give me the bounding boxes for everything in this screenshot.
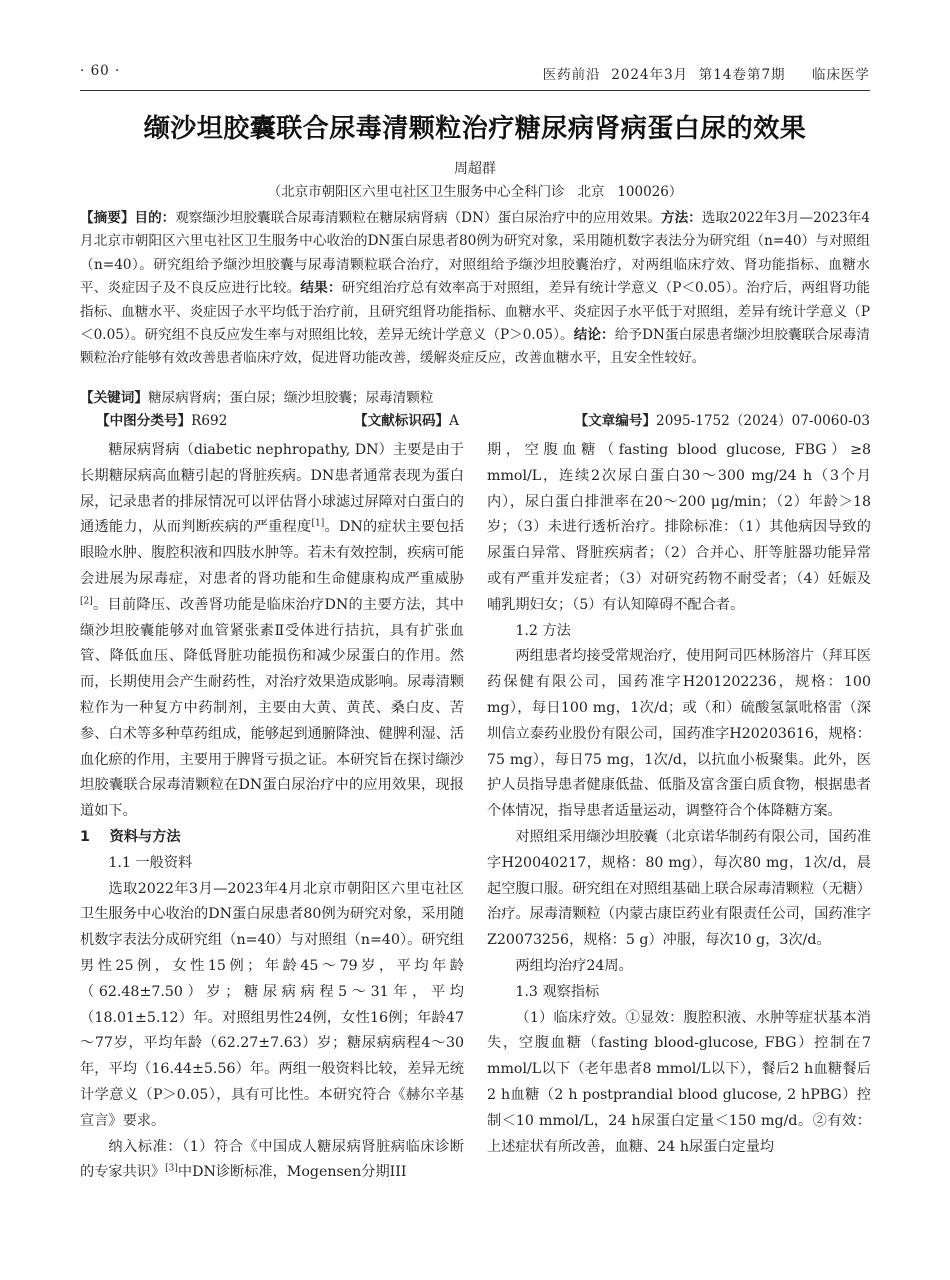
method-label: 方法： (660, 210, 702, 226)
criteria-paragraph: 期，空腹血糖（fasting blood glucose, FBG）≥8 mmol/L，连续2次尿白蛋白30～300 mg/24 h（3个月内），尿白蛋白排泄率在20～200 μg/min；（2）年龄＞18岁；（3）未进行透析治疗。排除标准：（1）其他病因导致的尿蛋白异常、肾脏疾病者；（2）合并心、肝等脏器功能异常或有严重并发症者；（3）对研究药物不耐受者；（4）妊娠及哺乳期妇女；（5）有认知障碍不配合者。 (487, 442, 871, 613)
method-text: 选取2022年3月—2023年4月北京市朝阳区六里屯社区卫生服务中心收治的DN蛋白尿患者80例为研究对象，采用随机数字表法分为研究组（n=40）与对照组（n=40）。研究组给予缬沙坦胶囊与尿毒清颗粒联合治疗，对照组给予缬沙坦胶囊治疗，对两组临床疗效、肾功能指标、血糖水平、炎症因子及不良反应进行比较。 (80, 210, 871, 297)
inclusion-text-1: 纳入标准：（1）符合《中国成人糖尿病肾脏病临床诊断的专家共识》 (80, 1138, 464, 1181)
clc-number (96, 409, 227, 429)
header-rule (80, 90, 870, 91)
conclusion-text: 给予DN蛋白尿患者缬沙坦胶囊联合尿毒清颗粒治疗能够有效改善患者临床疗效，促进肾功能改善，缓解炎症反应，改善血糖水平，且安全性较好。 (80, 327, 870, 367)
intro-text-3: 。目前降压、改善肾功能是临床治疗DN的主要方法，其中缬沙坦胶囊能够对血管紧张素Ⅱ受体进行拮抗，具有扩张血管、降低血压、降低肾脏功能损伤和减少尿蛋白的作用。然而，长期使用会产生耐药性，对治疗效果造成影响。尿毒清颗粒作为一种复方中药制剂，主要由大黄、黄芪、桑白皮、苦参、白术等多种草药组成，能够起到通腑降浊、健脾利湿、活血化瘀的作用，主要用于脾肾亏损之证。本研究旨在探讨缬沙坦胶囊联合尿毒清颗粒在DN蛋白尿治疗中的应用效果，现报道如下。 (80, 596, 464, 820)
article-number (574, 409, 870, 429)
citation-1: [1] (311, 518, 325, 529)
keywords-text: 糖尿病肾病；蛋白尿；缬沙坦胶囊；尿毒清颗粒 (147, 390, 434, 406)
conclusion-label: 结论： (573, 327, 615, 344)
citation-3: [3] (165, 1163, 178, 1174)
article-number-value: 2095-1752（2024）07-0060-03 (656, 413, 870, 429)
method-paragraph-3: 两组均治疗24周。 (515, 957, 633, 974)
subsection-heading-1-3: 1.3 观察指标 (515, 983, 600, 1000)
result-label: 结果： (300, 280, 342, 297)
journal-info: 医药前沿 2024年3月 第14卷第7期 临床医学 (542, 67, 870, 83)
author-affiliation: （北京市朝阳区六里屯社区卫生服务中心全科门诊 北京 100026） (267, 184, 683, 200)
intro-text-1: 糖尿病肾病（diabetic nephropathy, DN）主要是由于长期糖尿病高血糖引起的肾脏疾病。DN患者通常表现为蛋白尿，记录患者的排尿情况可以评估肾小球滤过屏障对白蛋白的通透能力，从而判断疾病的严重程度 (80, 442, 464, 536)
classification-line (80, 409, 870, 429)
intro-text-2: 。DN的症状主要包括眼睑水肿、腹腔积液和四肢水肿等。若未有效控制，疾病可能会进展为尿毒症，对患者的肾功能和生命健康构成严重威胁 (80, 519, 464, 587)
inclusion-paragraph (80, 1135, 464, 1187)
subsection-heading-1-1: 1.1 一般资料 (108, 854, 193, 871)
intro-paragraph (80, 438, 464, 825)
indicator-paragraph: （1）临床疗效。①显效：腹腔积液、水肿等症状基本消失，空腹血糖（fasting blood-glucose, FBG）控制在7 mmol/L以下（老年患者8 mmol/L以下），餐后2 h血糖餐后2 h血糖（2 h postprandial blood glucose, 2 hPBG）控制＜10 mmol/L，24 h尿蛋白定量＜150 mg/d。②有效：上述症状有所改善，血糖、24 h尿蛋白定量均 (487, 1009, 871, 1155)
doc-label: 【文献标识码】 (354, 413, 450, 429)
running-header (80, 63, 870, 85)
subsection-heading-1-2: 1.2 方法 (515, 622, 571, 639)
document-code (354, 409, 459, 429)
article-title: 缬沙坦胶囊联合尿毒清颗粒治疗糖尿病肾病蛋白尿的效果 (143, 114, 807, 144)
body-column-right (487, 438, 871, 1160)
keywords (80, 386, 870, 406)
keywords-label: 【关键词】 (80, 390, 148, 406)
clc-label: 【中图分类号】 (96, 413, 192, 429)
method-paragraph-2: 对照组采用缬沙坦胶囊（北京诺华制药有限公司，国药准字H20040217，规格：80 mg），每次80 mg，1次/d，晨起空腹口服。研究组在对照组基础上联合尿毒清颗粒（无糖）治疗。尿毒清颗粒（内蒙古康臣药业有限责任公司，国药准字Z20073256，规格：5 g）冲服，每次10 g，3次/d。 (487, 828, 871, 949)
method-paragraph-1: 两组患者均接受常规治疗，使用阿司匹林肠溶片（拜耳医药保健有限公司，国药准字H201202236，规格：100 mg），每日100 mg，1次/d；或（和）硫酸氢氯吡格雷（深圳信立泰药业股份有限公司，国药准字H20203616，规格：75 mg），每日75 mg，1次/d，以抗血小板聚集。此外，医护人员指导患者健康低盐、低脂及富含蛋白质食物，根据患者个体情况，指导患者适量运动，调整符合个体降糖方案。 (487, 648, 871, 820)
objective-text: 观察缬沙坦胶囊联合尿毒清颗粒在糖尿病肾病（DN）蛋白尿治疗中的应用效果。 (175, 210, 661, 226)
article-number-label: 【文章编号】 (574, 413, 657, 429)
inclusion-text-2: 中DN诊断标准，Mogensen分期III (177, 1164, 407, 1181)
clc-value: R692 (191, 413, 228, 429)
general-data-paragraph: 选取2022年3月—2023年4月北京市朝阳区六里屯社区卫生服务中心收治的DN蛋白尿患者80例为研究对象，采用随机数字表法分成研究组（n=40）与对照组（n=40）。研究组男性25例，女性15例；年龄45～79岁，平均年龄（62.48±7.50）岁；糖尿病病程5～31年，平均（18.01±5.12）年。对照组男性24例，女性16例；年龄47～77岁，平均年龄（62.27±7.63）岁；糖尿病病程4～30年，平均（16.44±5.56）年。两组一般资料比较，差异无统计学意义（P＞0.05），具有可比性。本研究符合《赫尔辛基宣言》要求。 (80, 880, 464, 1129)
page-number: · 60 · (80, 63, 121, 79)
article-author: 周超群 (454, 161, 496, 177)
abstract-label: 【摘要】 (80, 210, 135, 226)
section-heading-1: 1 资料与方法 (80, 828, 181, 845)
abstract (80, 207, 870, 371)
result-text: 研究组治疗总有效率高于对照组，差异有统计学意义（P＜0.05）。治疗后，两组肾功能指标、血糖水平、炎症因子水平均低于治疗前，且研究组肾功能指标、血糖水平、炎症因子水平低于对照组，差异有统计学意义（P＜0.05）。研究组不良反应发生率与对照组比较，差异无统计学意义（P＞0.05）。 (80, 280, 871, 344)
doc-value: A (449, 413, 459, 429)
objective-label: 目的： (134, 210, 176, 226)
citation-2: [2] (80, 596, 93, 607)
body-column-left (80, 438, 464, 1186)
